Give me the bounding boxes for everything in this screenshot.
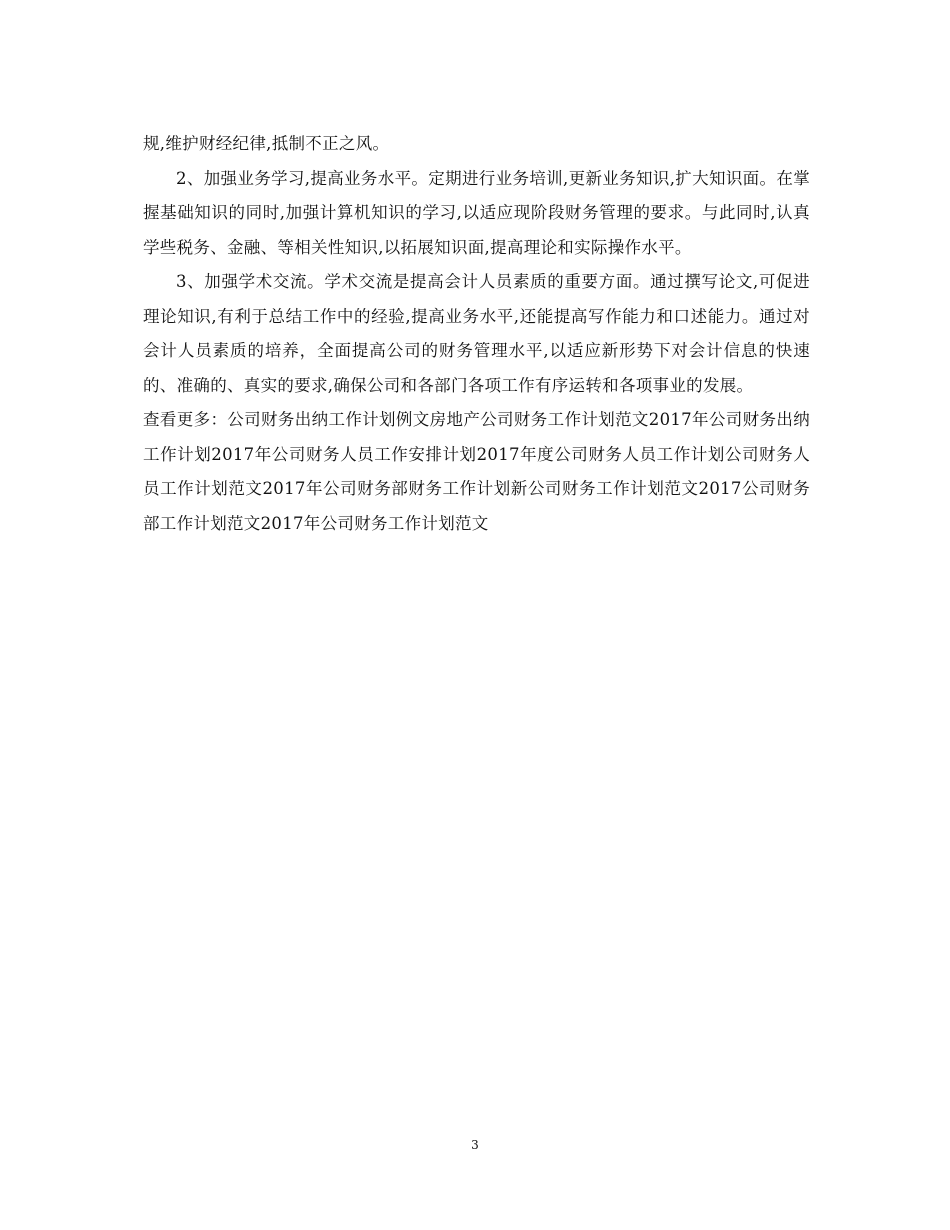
- paragraph-see-more: 查看更多：公司财务出纳工作计划例文房地产公司财务工作计划范文2017年公司财务出纳工作计划2017年公司财务人员工作安排计划2017年度公司财务人员工作计划公司财务人员工作计划范文2017年公司财务部财务工作计划新公司财务工作计划范文2017公司财务部工作计划范文2017年公司财务工作计划范文: [143, 410, 810, 533]
- paragraph-academic-exchange: 3、加强学术交流。学术交流是提高会计人员素质的重要方面。通过撰写论文,可促进理论知识,有利于总结工作中的经验,提高业务水平,还能提高写作能力和口述能力。通过对会计人员素质的培养，全面提高公司的财务管理水平,以适应新形势下对会计信息的快速的、准确的、真实的要求,确保公司和各部门各项工作有序运转和各项事业的发展。: [143, 272, 810, 395]
- paragraph-business-study: 2、加强业务学习,提高业务水平。定期进行业务培训,更新业务知识,扩大知识面。在掌握基础知识的同时,加强计算机知识的学习,以适应现阶段财务管理的要求。与此同时,认真学些税务、金融、等相关性知识,以拓展知识面,提高理论和实际操作水平。: [143, 168, 810, 257]
- document-body: [143, 127, 810, 541]
- page-number: 3: [471, 1138, 479, 1152]
- paragraph-continuation: 规,维护财经纪律,抵制不正之风。: [143, 134, 390, 153]
